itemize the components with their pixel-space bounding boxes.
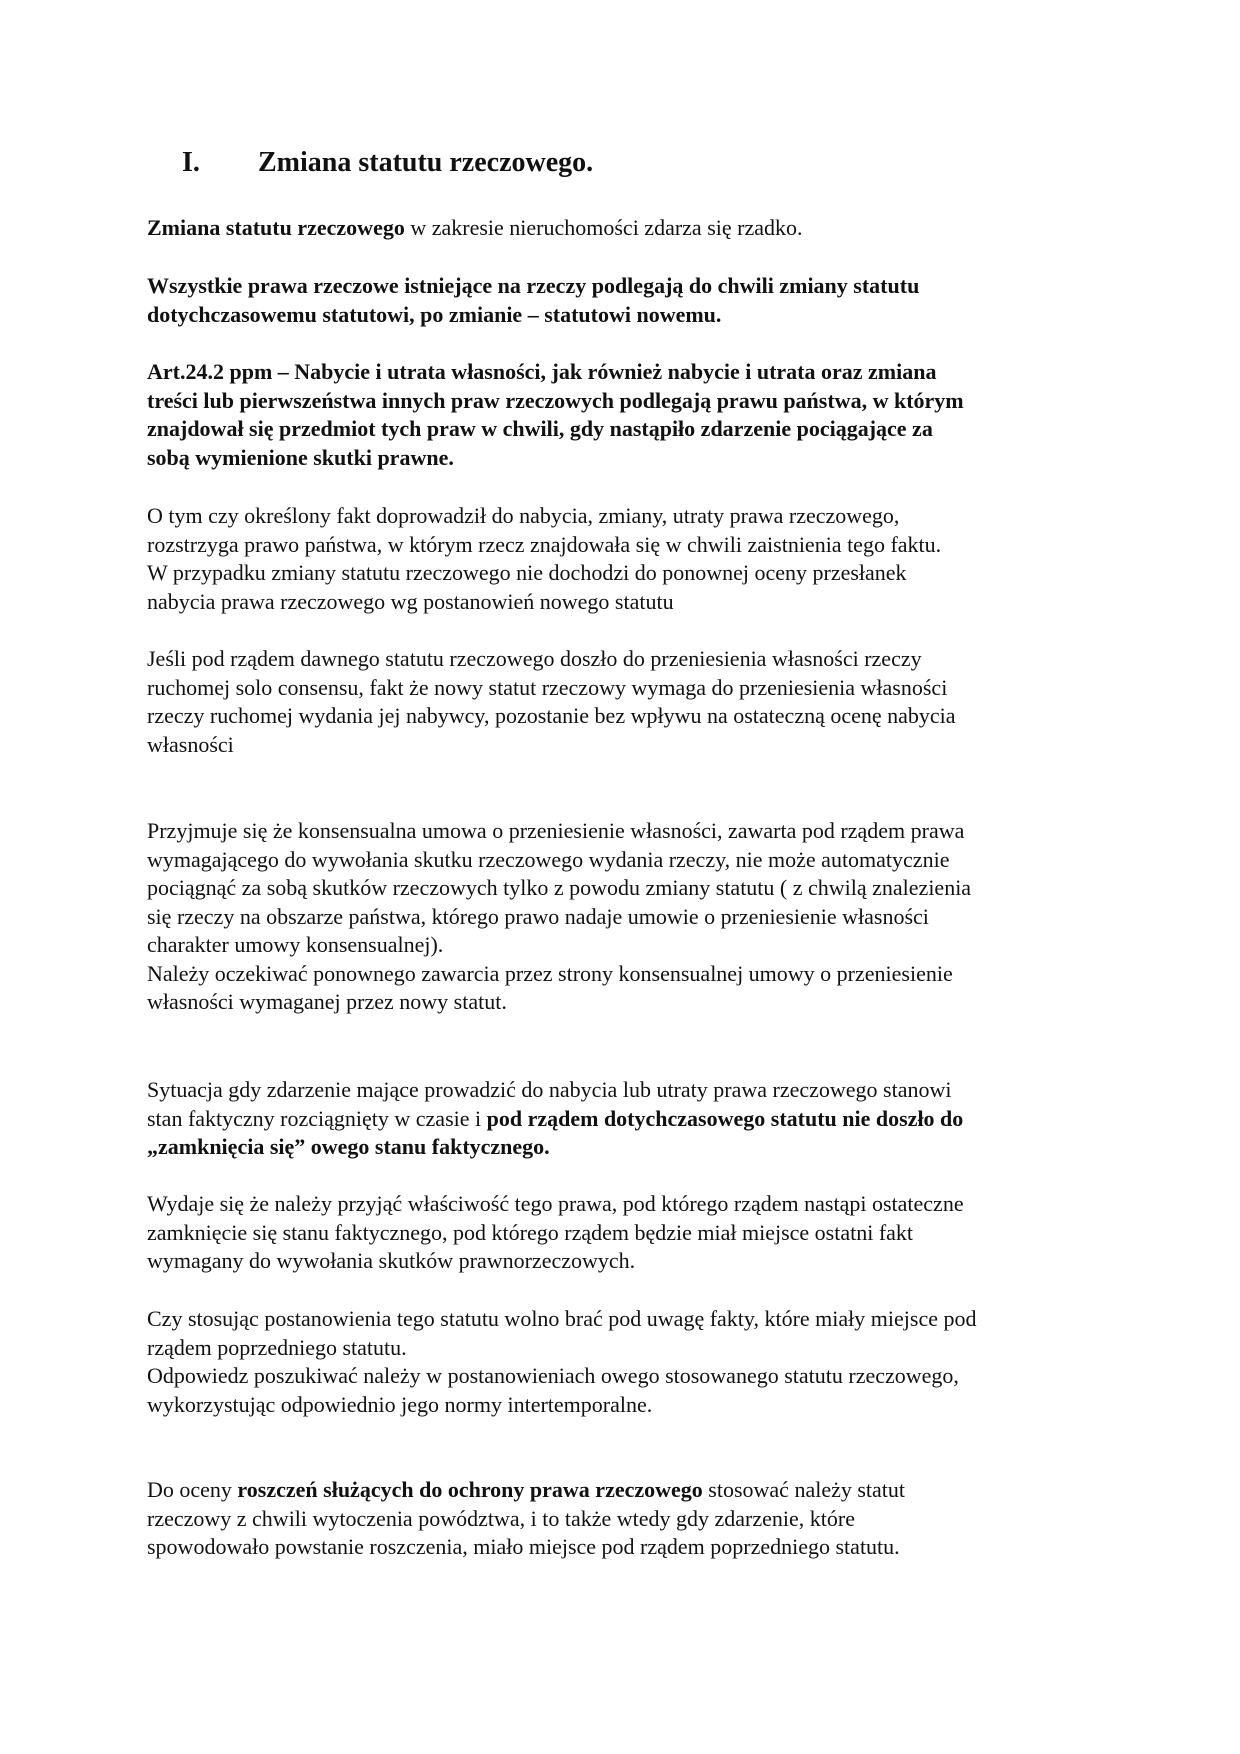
paragraph-article-quote: [147, 358, 1097, 472]
text-line: nabycia prawa rzeczowego wg postanowień nowego statutu: [147, 588, 674, 614]
section-title: Zmiana statutu rzeczowego.: [258, 147, 594, 178]
text-line: wymagany do wywołania skutków prawnorzeczowych.: [147, 1248, 636, 1273]
paragraph-intertemporal: [147, 1305, 1097, 1419]
text-line: własności wymaganej przez nowy statut.: [147, 989, 507, 1014]
paragraph-intro: [147, 214, 1097, 243]
text-line: [147, 1105, 1097, 1134]
text-line: [147, 1133, 1097, 1162]
claims-bold: roszczeń służących do ochrony prawa rzeczowego: [237, 1477, 703, 1502]
text-line: Czy stosując postanowienia tego statutu wolno brać pod uwagę fakty, które miały miejsce pod: [147, 1306, 977, 1331]
text-line: Wydaje się że należy przyjąć właściwość tego prawa, pod którego rządem nastąpi ostateczne: [147, 1191, 964, 1216]
text-line: się rzeczy na obszarze państwa, którego prawo nadaje umowie o przeniesienie własności: [147, 903, 929, 929]
text-line: rzeczowy z chwili wytoczenia powództwa, i to także wtedy gdy zdarzenie, które: [147, 1505, 855, 1531]
claims-rest: stosować należy statut: [702, 1477, 906, 1502]
paragraph-fact-evaluation: [147, 502, 1097, 616]
text-line: O tym czy określony fakt doprowadził do nabycia, zmiany, utraty prawa rzeczowego,: [147, 503, 900, 528]
extended-fact-plain: stan faktyczny rozciągnięty w czasie i: [147, 1105, 487, 1131]
text-line: charakter umowy konsensualnej).: [147, 932, 444, 957]
text-line: wykorzystując odpowiednio jego normy intertemporalne.: [147, 1391, 653, 1417]
section-number: I.: [182, 147, 200, 178]
text-line: spowodowało powstanie roszczenia, miało miejsce pod rządem poprzedniego statutu.: [147, 1534, 900, 1559]
text-line: znajdował się przedmiot tych praw w chwili, gdy nastąpiło zdarzenie pociągające za: [147, 416, 933, 441]
claims-plain: Do oceny: [147, 1477, 238, 1502]
text-line: treści lub pierwszeństwa innych praw rzeczowych podlegają prawu państwa, w którym: [147, 387, 964, 413]
text-line: dotychczasowemu statutowi, po zmianie – statutowi nowemu.: [147, 301, 722, 327]
paragraph-consensual-agreement: [147, 817, 1097, 1017]
text-line: wymagającego do wywołania skutku rzeczowego wydania rzeczy, nie może automatycznie: [147, 846, 950, 872]
extended-fact-bold: pod rządem dotychczasowego statutu nie doszło do: [486, 1105, 964, 1131]
paragraph-closing-fact: [147, 1190, 1097, 1276]
text-line: Odpowiedz poszukiwać należy w postanowieniach owego stosowanego statutu rzeczowego,: [147, 1363, 959, 1388]
text-line: rozstrzyga prawo państwa, w którym rzecz znajdowała się w chwili zaistnienia tego faktu.: [147, 531, 942, 557]
paragraph-solo-consensu: [147, 645, 1097, 759]
text-line: Art.24.2 ppm – Nabycie i utrata własności, jak również nabycie i utrata oraz zmiana: [147, 359, 937, 384]
paragraph-rights-rule: [147, 272, 1097, 329]
text-line: pociągnąć za sobą skutków rzeczowych tylko z powodu zmiany statutu ( z chwilą znalezienia: [147, 875, 972, 900]
text-line: [147, 1476, 1097, 1505]
text-line: sobą wymienione skutki prawne.: [147, 444, 454, 470]
paragraph-claims-protection: [147, 1476, 1097, 1562]
text-line: Wszystkie prawa rzeczowe istniejące na rzeczy podlegają do chwili zmiany statutu: [147, 273, 920, 298]
text-line: Przyjmuje się że konsensualna umowa o przeniesienie własności, zawarta pod rządem prawa: [147, 818, 965, 843]
intro-bold-term: Zmiana statutu rzeczowego: [147, 215, 405, 240]
text-line: rządem poprzedniego statutu.: [147, 1334, 407, 1360]
text-line: własności: [147, 731, 234, 757]
section-heading: [182, 146, 593, 180]
text-line: Jeśli pod rządem dawnego statutu rzeczowego doszło do przeniesienia własności rzeczy: [147, 646, 922, 671]
text-line: Sytuacja gdy zdarzenie mające prowadzić do nabycia lub utraty prawa rzeczowego stanowi: [147, 1077, 952, 1102]
intro-text: w zakresie nieruchomości zdarza się rzadko.: [404, 215, 803, 240]
text-line: rzeczy ruchomej wydania jej nabywcy, pozostanie bez wpływu na ostateczną ocenę nabycia: [147, 703, 956, 728]
text-line: W przypadku zmiany statutu rzeczowego nie dochodzi do ponownej oceny przesłanek: [147, 560, 907, 585]
text-line: ruchomej solo consensu, fakt że nowy statut rzeczowy wymaga do przeniesienia własności: [147, 674, 948, 700]
text-line: zamknięcie się stanu faktycznego, pod którego rządem będzie miał miejsce ostatni fakt: [147, 1219, 914, 1245]
extended-fact-bold: „zamknięcia się” owego stanu faktycznego.: [147, 1134, 550, 1159]
paragraph-extended-fact: [147, 1076, 1097, 1162]
text-line: Należy oczekiwać ponownego zawarcia przez strony konsensualnej umowy o przeniesienie: [147, 960, 953, 986]
